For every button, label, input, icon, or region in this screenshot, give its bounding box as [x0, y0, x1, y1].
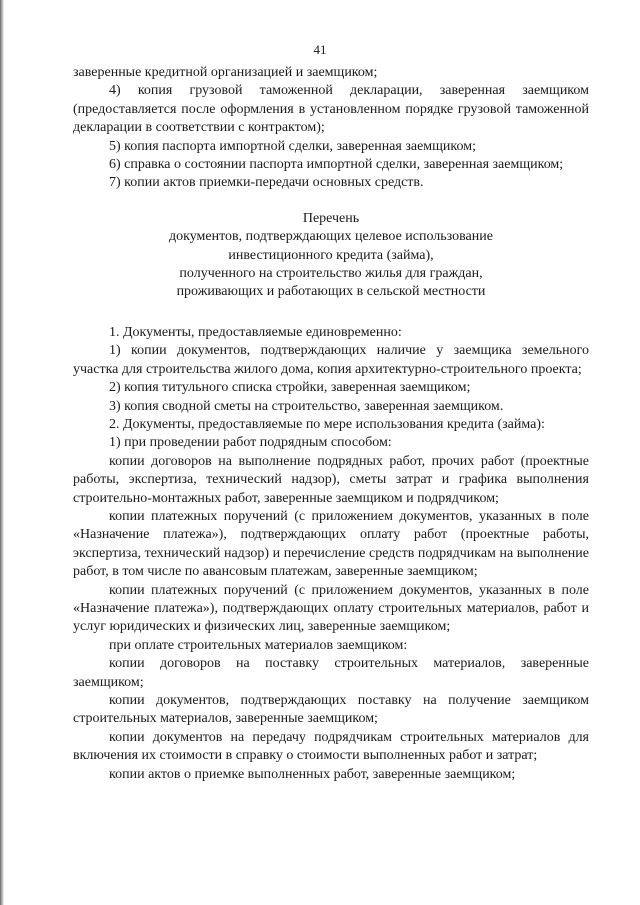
paragraph: копии документов на передачу подрядчикам строительных материалов для включения их стоимости в справку о стоимости выполненных работ и затрат; [73, 729, 589, 764]
paragraph: 2) копия титульного списка стройки, заверенная заемщиком; [109, 380, 471, 396]
paragraph: 2. Документы, предоставляемые по мере использования кредита (займа): [109, 416, 545, 432]
paragraph: копии платежных поручений (с приложением документов, указанных в поле «Назначение платежа»), подтверждающих оплату строительных материалов, работ и услуг юридических и физических лиц, заверенные заемщиком; [73, 582, 589, 635]
paragraph: 1) копии документов, подтверждающих наличие у заемщика земельного участка для строительства жилого дома, копия архитектурно-строительного проекта; [73, 343, 589, 377]
heading-line: инвестиционного кредита (займа), [228, 247, 434, 263]
heading-line: документов, подтверждающих целевое использование [169, 229, 493, 245]
paragraph: 7) копии актов приемки-передачи основных средств. [109, 175, 424, 191]
heading-title: Перечень [302, 210, 360, 226]
document-body [73, 64, 589, 784]
paragraph: копии договоров на поставку строительных материалов, заверенные заемщиком; [73, 656, 589, 690]
heading-line: проживающих и работающих в сельской местности [176, 284, 486, 300]
paragraph: копии актов о приемке выполненных работ, заверенные заемщиком; [109, 766, 516, 782]
paragraph: 6) справка о состоянии паспорта импортной сделки, заверенная заемщиком; [109, 157, 564, 173]
heading-line: полученного на строительство жилья для граждан, [179, 266, 483, 282]
page-edge-shadow [0, 0, 4, 905]
page-number: 41 [313, 42, 327, 57]
paragraph: при оплате строительных материалов заемщиком: [109, 637, 408, 653]
paragraph: 5) копия паспорта импортной сделки, заверенная заемщиком; [109, 138, 477, 154]
paragraph: заверенные кредитной организацией и заемщиком; [73, 65, 378, 80]
section-heading [73, 210, 589, 302]
paragraph: копии договоров на выполнение подрядных работ, прочих работ (проектные работы, экспертиза, технический надзор), сметы затрат и графика выполнения строительно-монтажных работ, заверенные заемщиком и подрядчиком; [73, 453, 589, 506]
paragraph: 1) при проведении работ подрядным способом: [109, 435, 392, 451]
paragraph: 4) копия грузовой таможенной декларации, заверенная заемщиком (предоставляется после оформления в установленном порядке грузовой таможенной декларации в соответствии с контрактом); [73, 83, 589, 136]
paragraph: 3) копия сводной сметы на строительство, заверенная заемщиком. [109, 398, 504, 414]
paragraph: 1. Документы, предоставляемые единовременно: [109, 324, 402, 340]
paragraph: копии документов, подтверждающих поставку на получение заемщиком строительных материалов, заверенные заемщиком; [73, 693, 589, 727]
paragraph: копии платежных поручений (с приложением документов, указанных в поле «Назначение платежа»), подтверждающих оплату работ (проектные работы, экспертиза, технический надзор) и перечисление средств подрядчикам на выполнение работ, в том числе по авансовым платежам, заверенные заемщиком; [73, 508, 589, 580]
